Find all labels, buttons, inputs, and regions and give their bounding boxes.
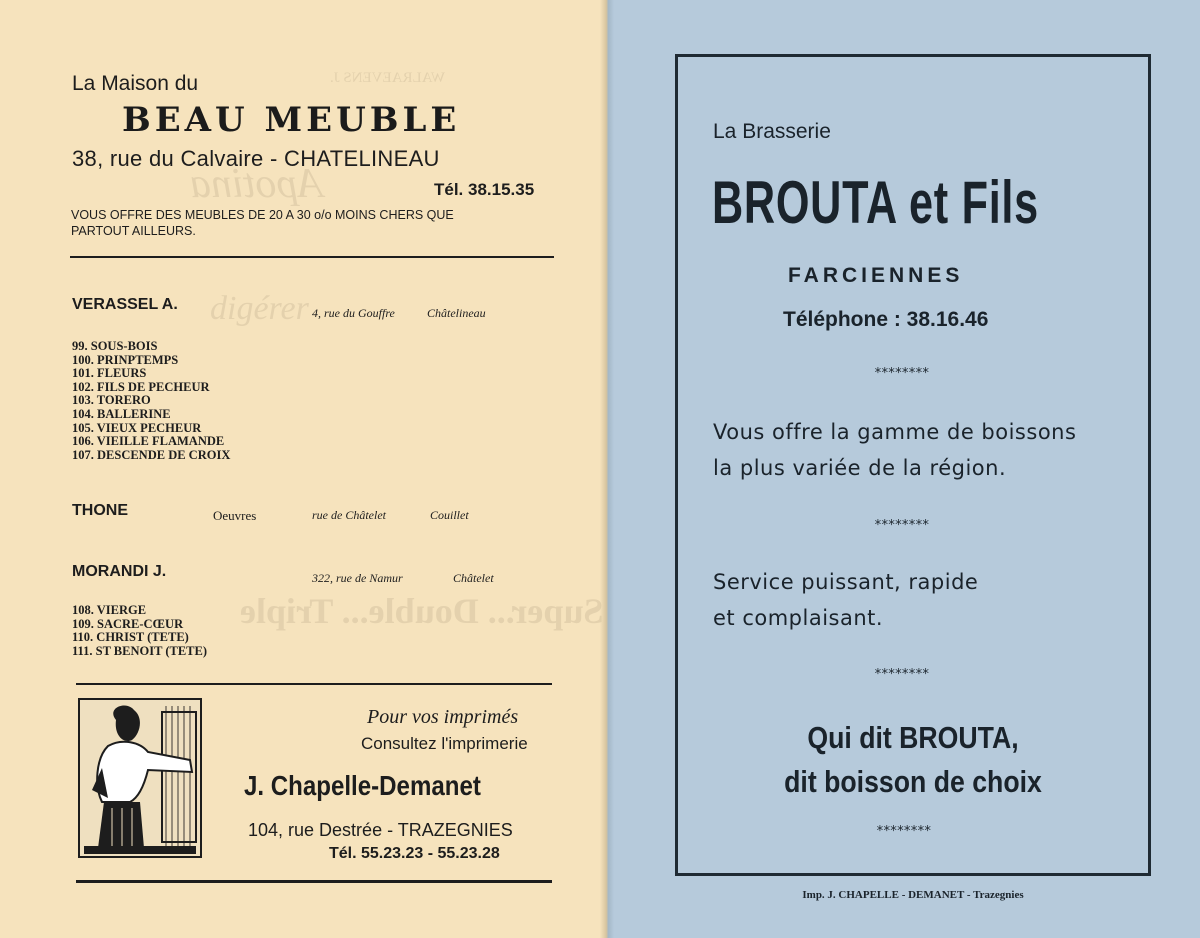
offer-line2: la plus variée de la région. (713, 456, 1007, 480)
separator-stars: ******** (874, 667, 929, 682)
book-spine (600, 0, 614, 938)
brasserie-name: BROUTA et Fils (712, 169, 1039, 236)
printer-tagline: Pour vos imprimés (367, 706, 519, 728)
artist-name-verassel: VERASSEL A. (72, 296, 178, 313)
list-item: 100. PRINPTEMPS (72, 352, 179, 367)
list-item: 110. CHRIST (TETE) (72, 630, 189, 645)
slogan-line1: Qui dit BROUTA, (807, 720, 1019, 755)
artist-name-thone: THONE (72, 502, 128, 519)
divider-rule (70, 256, 554, 258)
separator-stars: ******** (874, 518, 929, 533)
beau-meuble-offer-line1: VOUS OFFRE DES MEUBLES DE 20 A 30 o/o MOINS CHERS QUE (71, 208, 454, 222)
beau-meuble-name: BEAU MEUBLE (122, 100, 461, 140)
offer-line1: Vous offre la gamme de boissons (713, 420, 1077, 444)
beau-meuble-phone: Tél. 38.15.35 (434, 180, 535, 199)
beau-meuble-intro: La Maison du (72, 72, 199, 95)
artist-address-morandi: 322, rue de Namur (312, 571, 403, 585)
show-through-text: digérer (210, 290, 309, 327)
service-line2: et complaisant. (713, 606, 884, 630)
artwork-list-verassel (72, 340, 230, 462)
divider-rule (76, 683, 552, 685)
artist-city-verassel: Châtelineau (427, 306, 486, 320)
printer-phone: Tél. 55.23.23 - 55.23.28 (329, 845, 500, 862)
separator-stars: ******** (874, 366, 929, 381)
list-item: 99. SOUS-BOIS (72, 339, 158, 353)
list-item: 108. VIERGE (72, 603, 147, 617)
list-item: 102. FILS DE PECHEUR (72, 379, 210, 394)
list-item: 107. DESCENDE DE CROIX (72, 447, 231, 462)
show-through-text: Super... Double... Triple (240, 591, 604, 631)
artist-city-thone: Couillet (430, 508, 469, 522)
separator-stars: ******** (876, 824, 931, 839)
list-item: 109. SACRE-CŒUR (72, 616, 184, 631)
slogan-line2: dit boisson de choix (784, 764, 1042, 799)
printer-illustration (78, 698, 202, 858)
artist-address-thone: rue de Châtelet (312, 508, 386, 522)
list-item: 111. ST BENOIT (TETE) (72, 643, 208, 658)
list-item: 106. VIEILLE FLAMANDE (72, 434, 225, 449)
printer-name: J. Chapelle-Demanet (244, 770, 481, 801)
brasserie-intro: La Brasserie (713, 120, 831, 143)
divider-rule (76, 880, 552, 883)
printer-address: 104, rue Destrée - TRAZEGNIES (248, 820, 513, 840)
artwork-list-morandi (72, 604, 207, 658)
artist-note-thone: Oeuvres (213, 508, 257, 523)
show-through-text: Apotina (190, 161, 323, 207)
beau-meuble-address: 38, rue du Calvaire - CHATELINEAU (72, 146, 440, 171)
printer-consult: Consultez l'imprimerie (361, 734, 528, 753)
imprint-line: Imp. J. CHAPELLE - DEMANET - Trazegnies (802, 889, 1024, 901)
list-item: 101. FLEURS (72, 366, 147, 381)
beau-meuble-offer-line2: PARTOUT AILLEURS. (71, 224, 196, 238)
artist-city-morandi: Châtelet (453, 571, 494, 585)
list-item: 104. BALLERINE (72, 406, 171, 421)
list-item: 105. VIEUX PECHEUR (72, 420, 202, 435)
show-through-text: WALRAEVENS J. (330, 70, 445, 86)
service-line1: Service puissant, rapide (713, 570, 979, 594)
artist-name-morandi: MORANDI J. (72, 563, 167, 580)
brasserie-town: FARCIENNES (788, 264, 964, 287)
artist-address-verassel: 4, rue du Gouffre (312, 306, 395, 320)
brasserie-phone: Téléphone : 38.16.46 (783, 308, 989, 331)
list-item: 103. TORERO (72, 393, 151, 408)
